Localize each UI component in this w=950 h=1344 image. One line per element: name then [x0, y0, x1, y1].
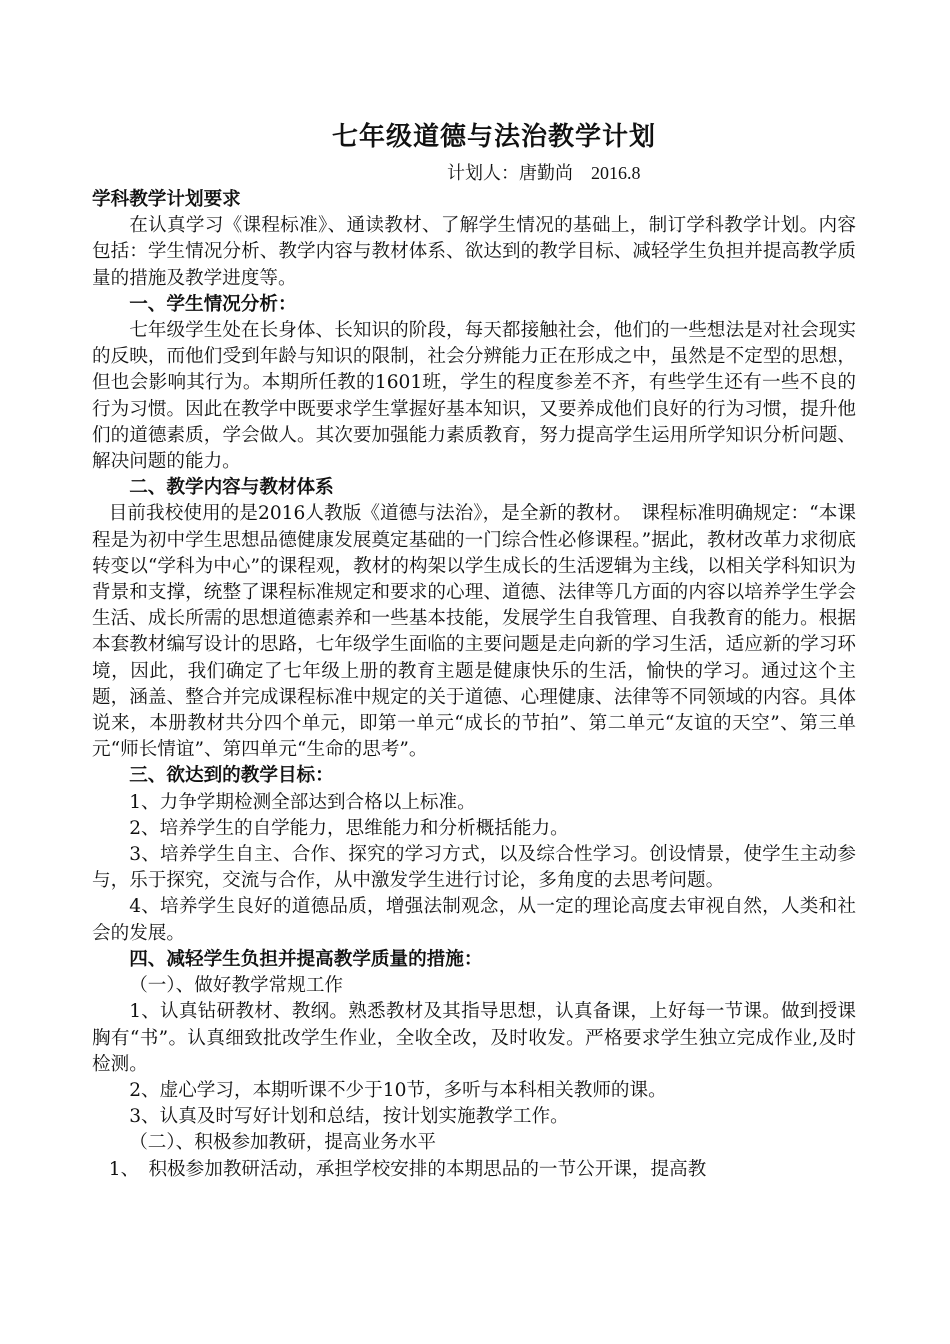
section-heading-measures: 四、减轻学生负担并提高教学质量的措施：	[129, 948, 483, 970]
goal-item-3: 3、培养学生自主、合作、探究的学习方式，以及综合性学习。创设情景，使学生主动参与，乐于探究，交流与合作，从中激发学生进行讨论，多角度的去思考问题。	[92, 844, 856, 892]
goal-item-1: 1、力争学期检测全部达到合格以上标准。	[129, 791, 476, 813]
goal-item-4: 4、培养学生良好的道德品质，增强法制观念，从一定的理论高度去审视自然，人类和社会的发展。	[92, 896, 856, 944]
measure-item-1: 1、认真钻研教材、教纲。熟悉教材及其指导思想，认真备课，上好每一节课。做到授课胸有“书”。认真细致批改学生作业，全收全改，及时收发。严格要求学生独立完成作业,及时检测。	[92, 1001, 856, 1075]
measure-item-2: 2、虚心学习，本期听课不少于10节，多听与本科相关教师的课。	[129, 1079, 667, 1101]
author-line	[92, 160, 856, 187]
author-date: 2016.8	[591, 163, 641, 183]
subsection-heading-research: （二）、积极参加教研，提高业务水平	[129, 1132, 436, 1154]
paragraph-intro: 在认真学习《课程标准》、通读教材、了解学生情况的基础上，制订学科教学计划。内容包括：学生情况分析、教学内容与教材体系、欲达到的教学目标、减轻学生负担并提高教学质量的措施及教学进度等。	[92, 215, 856, 289]
measure-item-3: 3、认真及时写好计划和总结，按计划实施教学工作。	[129, 1106, 569, 1128]
section-heading-content: 二、教学内容与教材体系	[129, 477, 334, 499]
subsection-heading-routine: （一）、做好教学常规工作	[129, 975, 344, 997]
author-label: 计划人：唐勤尚	[447, 163, 573, 184]
document-page	[92, 118, 856, 1183]
section-heading-goals: 三、欲达到的教学目标：	[129, 765, 334, 787]
goal-item-2: 2、培养学生的自学能力，思维能力和分析概括能力。	[129, 817, 569, 839]
document-title: 七年级道德与法治教学计划	[331, 122, 656, 152]
paragraph-students: 七年级学生处在长身体、长知识的阶段，每天都接触社会，他们的一些想法是对社会现实的反映，而他们受到年龄与知识的限制，社会分辨能力正在形成之中，虽然是不定型的思想，但也会影响其行为。本期所任教的1601班，学生的程度参差不齐，有些学生还有一些不良的行为习惯。因此在教学中既要求学生掌握好基本知识，又要养成他们良好的行为习惯，提升他们的道德素质，学会做人。其次要加强能力素质教育，努力提高学生运用所学知识分析问题、解决问题的能力。	[92, 320, 856, 473]
section-heading-students: 一、学生情况分析：	[129, 293, 297, 315]
paragraph-content: 目前我校使用的是2016人教版《道德与法治》，是全新的教材。 课程标准明确规定：“本课程是为初中学生思想品德健康发展奠定基础的一门综合性必修课程。”据此，教材改革力求彻底转变以“学科为中心”的课程观，教材的构架以学生成长的生活逻辑为主线，以相关学科知识为背景和支撑，统整了课程标准规定和要求的心理、道德、法律等几方面的内容以培养学生学会生活、成长所需的思想道德素养和一些基本技能，发展学生自我管理、自我教育的能力。根据本套教材编写设计的思路，七年级学生面临的主要问题是走向新的学习生活，适应新的学习环境，因此，我们确定了七年级上册的教育主题是健康快乐的生活，愉快的学习。通过这个主题，涵盖、整合并完成课程标准中规定的关于道德、心理健康、法律等不同领域的内容。具体说来，本册教材共分四个单元，即第一单元“成长的节拍”、第二单元“友谊的天空”、第三单元“师长情谊”、第四单元“生命的思考”。	[92, 503, 856, 761]
research-item-1: 1、 积极参加教研活动，承担学校安排的本期思品的一节公开课，提高教	[108, 1158, 707, 1180]
section-heading-requirements: 学科教学计划要求	[92, 189, 241, 210]
